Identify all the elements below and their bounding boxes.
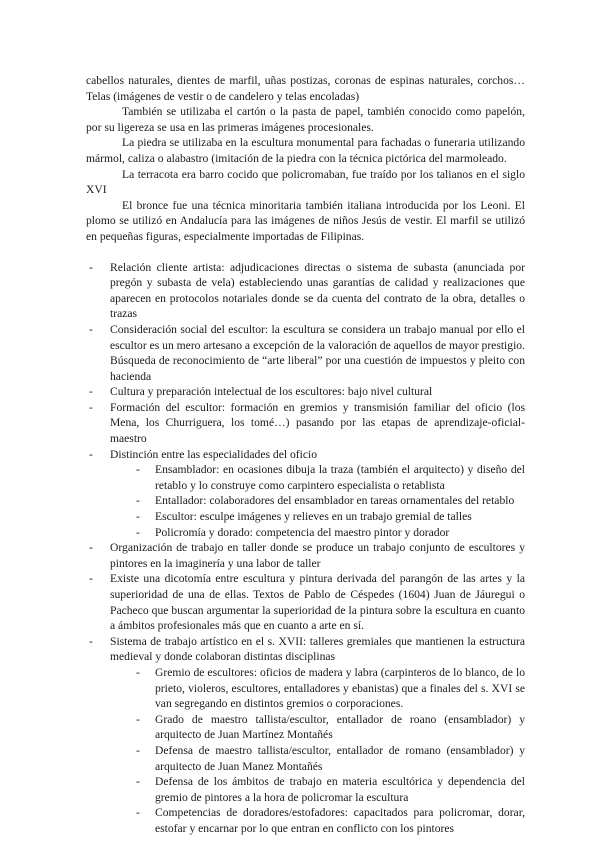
dash-marker: -: [136, 775, 140, 789]
sublist-item: [136, 712, 525, 743]
dash-marker: -: [89, 385, 93, 399]
dash-marker: -: [136, 463, 140, 477]
list-item-text: Organización de trabajo en taller donde se produce un trabajo conjunto de escultores y pintores en la imaginería y una labor de taller: [110, 541, 525, 570]
list-item: [86, 384, 525, 400]
list-item-text: Existe una dicotomía entre escultura y pintura derivada del parangón de las artes y la superioridad de una de ellas. Textos de Pablo de Céspedes (1604) Juan de Jáuregui o Pacheco que buscan argumentar la superioridad de la pintura sobre la escultura en cuanto a ámbitos profesionales más que en cuanto a arte en sí.: [110, 572, 525, 633]
list-item-text: Distinción entre las especialidades del oficio: [110, 447, 318, 461]
sublist-item-text: Ensamblador: en ocasiones dibuja la traza (también el arquitecto) y diseño del retablo y lo construye como carpintero especialista o retablista: [155, 463, 525, 492]
sublist-item-text: Escultor: esculpe imágenes y relieves en un trabajo gremial de talles: [155, 510, 472, 524]
dash-marker: -: [136, 510, 140, 524]
paragraph-piedra: La piedra se utilizaba en la escultura monumental para fachadas o funeraria utilizando mármol, caliza o alabastro (imitación de la piedra con la técnica pictórica del marmoleado.: [86, 136, 525, 165]
sublist-item: [136, 774, 525, 805]
dash-marker: -: [136, 806, 140, 820]
list-item: [86, 540, 525, 571]
sublist: [110, 665, 525, 837]
sublist-item: [136, 509, 525, 525]
dash-marker: -: [89, 322, 93, 336]
sublist-item-text: Policromía y dorado: competencia del maestro pintor y dorador: [155, 525, 450, 539]
list-item-text: Sistema de trabajo artístico en el s. XVII: talleres gremiales que mantienen la estructura medieval y donde colaboran distintas disciplinas: [110, 634, 525, 664]
topic-list: [86, 260, 525, 837]
sublist: [110, 462, 525, 540]
paragraph-terracota: La terracota era barro cocido que policromaban, fue traído por los talianos en el siglo XVI: [86, 167, 525, 197]
list-item-text: Formación del escultor: formación en gremios y transmisión familiar del oficio (los Mena, los Churriguera, los tomé…) pasando por las etapas de aprendizaje-oficial-maestro: [110, 400, 525, 446]
paragraph-continuation: cabellos naturales, dientes de marfil, uñas postizas, coronas de espinas naturales, corchos… Telas (imágenes de vestir o de candelero y telas encoladas): [86, 74, 525, 103]
list-item-text: Cultura y preparación intelectual de los escultores: bajo nivel cultural: [110, 385, 433, 399]
sublist-item: [136, 665, 525, 712]
dash-marker: -: [136, 743, 140, 757]
dash-marker: -: [136, 665, 140, 679]
list-item: [86, 447, 525, 541]
dash-marker: -: [89, 447, 93, 461]
dash-marker: -: [89, 260, 93, 274]
dash-marker: -: [136, 525, 140, 539]
sublist-item-text: Entallador: colaboradores del ensamblador en tareas ornamentales del retablo: [155, 494, 515, 508]
list-item: [86, 634, 525, 837]
list-item: [86, 322, 525, 384]
dash-marker: -: [89, 400, 93, 414]
sublist-item-text: Competencias de doradores/estofadores: capacitados para policromar, dorar, estofar y encarnar por lo que entran en conflicto con los pintores: [155, 806, 525, 835]
dash-marker: -: [89, 541, 93, 555]
list-item: [86, 260, 525, 322]
list-item-text: Consideración social del escultor: la escultura se considera un trabajo manual por ello el escultor es un mero artesano a excepción de la valoración de aquellos de mayor prestigio. Búsqueda de reconocimiento de “arte liberal” por una cuestión de impuestos y pleito con hacienda: [110, 322, 525, 383]
sublist-item: [136, 743, 525, 774]
document-body: [86, 73, 525, 837]
sublist-item: [136, 462, 525, 493]
sublist-item: [136, 493, 525, 509]
sublist-item: [136, 805, 525, 836]
sublist-item-text: Grado de maestro tallista/escultor, entallador de roano (ensamblador) y arquitecto de Juan Martínez Montañés: [155, 712, 525, 742]
sublist-item: [136, 525, 525, 541]
sublist-item-text: Gremio de escultores: oficios de madera y labra (carpinteros de lo blanco, de lo prieto, violeros, escultores, entalladores y ebanistas) que a finales del s. XVI se van segregando en distintos gremios o corporaciones.: [155, 665, 525, 711]
list-item: [86, 400, 525, 447]
paragraph-carton: También se utilizaba el cartón o la pasta de papel, también conocido como papelón, por su ligereza se usa en las primeras imágenes procesionales.: [86, 105, 525, 134]
sublist-item-text: Defensa de los ámbitos de trabajo en materia escultórica y dependencia del gremio de pintores a la hora de policromar la escultura: [155, 775, 525, 804]
list-item-text: Relación cliente artista: adjudicaciones directas o sistema de subasta (anunciada por pregón y subasta de vela) estableciendo unas garantías de calidad y realizaciones que aparecen en protocolos notariales donde se da cuenta del contrato de la obra, detalles o trazas: [110, 260, 525, 321]
paragraph-spacer: [86, 245, 525, 260]
paragraph-bronce: El bronce fue una técnica minoritaria también italiana introducida por los Leoni. El plomo se utilizó en Andalucía para las imágenes de niños Jesús de vestir. El marfil se utilizó en pequeñas figuras, especialmente importadas de Filipinas.: [86, 198, 525, 243]
dash-marker: -: [89, 572, 93, 586]
dash-marker: -: [89, 634, 93, 648]
sublist-item-text: Defensa de maestro tallista/escultor, entallador de romano (ensamblador) y arquitecto de Juan Manez Montañés: [155, 743, 525, 773]
list-item: [86, 571, 525, 633]
dash-marker: -: [136, 494, 140, 508]
dash-marker: -: [136, 712, 140, 726]
